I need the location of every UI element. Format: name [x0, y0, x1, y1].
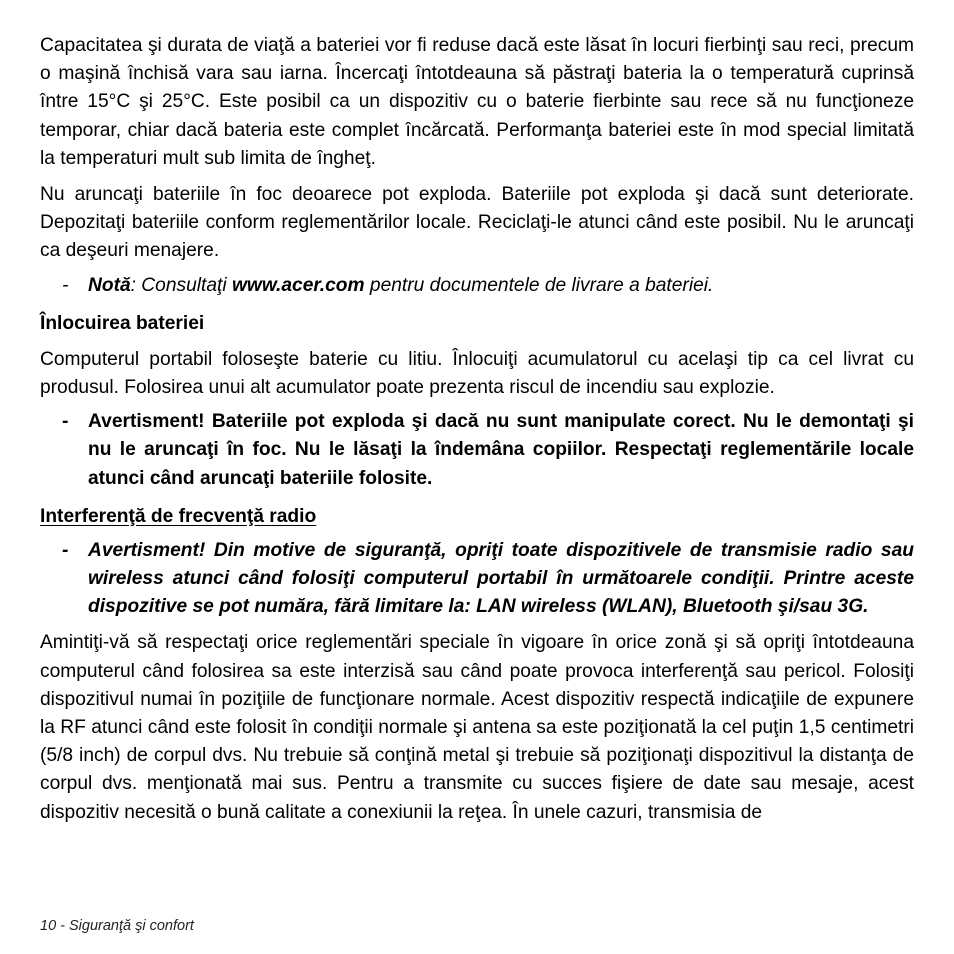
note-text-2: pentru documentele de livrare a bateriei. [364, 274, 714, 296]
acer-website-link[interactable]: www.acer.com [231, 274, 365, 296]
warning-radio-text: Avertisment! Din motive de siguranţă, opriţi toate dispozitivele de transmisie radio sau wireless atunci când folosiţi computerul portabil în următoarele condiţii. Printre aceste dispozitive se pot număra, fără limitare la: LAN wireless (WLAN), Bluetooth şi/sau 3G. [88, 539, 914, 618]
heading-battery-replacement: Înlocuirea bateriei [40, 312, 205, 334]
paragraph-battery-temperature: Capacitatea şi durata de viaţă a bateriei vor fi reduse dacă este lăsat în locuri fierbinţi sau reci, precum o maşină închisă vara sau iarna. Încercaţi întotdeauna să păstraţi bateria la o temperatură cuprinsă între 15°C şi 25°C. Este posibil ca un dispozitiv cu o baterie fierbinte sau rece să nu funcţioneze temporar, chiar dacă bateria este complet încărcată. Performanţa bateriei este în mod special limitată la temperaturi mult sub limita de îngheţ. [40, 35, 914, 169]
page-footer: 10 - Siguranţă şi confort [40, 918, 194, 934]
heading-radio-interference: Interferenţă de frecvenţă radio [40, 505, 317, 527]
warning-dash: - [62, 411, 69, 433]
note-acer-link [40, 272, 914, 300]
warning-dash: - [62, 539, 69, 561]
warning-battery-text: Avertisment! Bateriile pot exploda şi dacă nu sunt manipulate corect. Nu le demontaţi şi nu le aruncaţi în foc. Nu le lăsaţi la îndemâna copiilor. Respectaţi reglementările locale atunci când aruncaţi bateriile folosite. [88, 411, 914, 489]
paragraph-battery-disposal: Nu aruncaţi bateriile în foc deoarece pot exploda. Bateriile pot exploda şi dacă sunt deteriorate. Depozitaţi bateriile conform reglementărilor locale. Reciclaţi-le atunci când este posibil. Nu le aruncaţi ca deşeuri menajere. [40, 184, 914, 262]
paragraph-lithium-battery: Computerul portabil foloseşte baterie cu litiu. Înlocuiţi acumulatorul cu acelaşi tip ca cel livrat cu produsul. Folosirea unui alt acumulator poate prezenta riscul de incendiu sau explozie. [40, 348, 914, 399]
warning-radio-devices [40, 537, 914, 622]
note-label: Notă [88, 274, 131, 296]
paragraph-rf-regulations: Amintiţi-vă să respectaţi orice reglementări speciale în vigoare în orice zonă şi să opriţi întotdeauna computerul când folosirea sa este interzisă sau când poate provoca interferenţă sau pericol. Folosiţi dispozitivul numai în poziţiile de funcţionare normale. Acest dispozitiv respectă indicaţiile de expunere la RF atunci când este folosit în condiţii normale şi antena sa este poziţionată la cel puţin 1,5 centimetri (5/8 inch) de corpul dvs. Nu trebuie să conţină metal şi trebuie să poziţionaţi dispozitivul la distanţa de corpul dvs. menţionată mai sus. Pentru a transmite cu succes fişiere de date sau mesaje, acest dispozitiv necesită o bună calitate a conexiunii la reţea. În unele cazuri, transmisia de [40, 632, 914, 823]
warning-battery-explode [40, 408, 914, 493]
note-text-1: : Consultaţi [130, 274, 232, 296]
page-content [40, 32, 914, 827]
note-dash: - [62, 274, 69, 296]
